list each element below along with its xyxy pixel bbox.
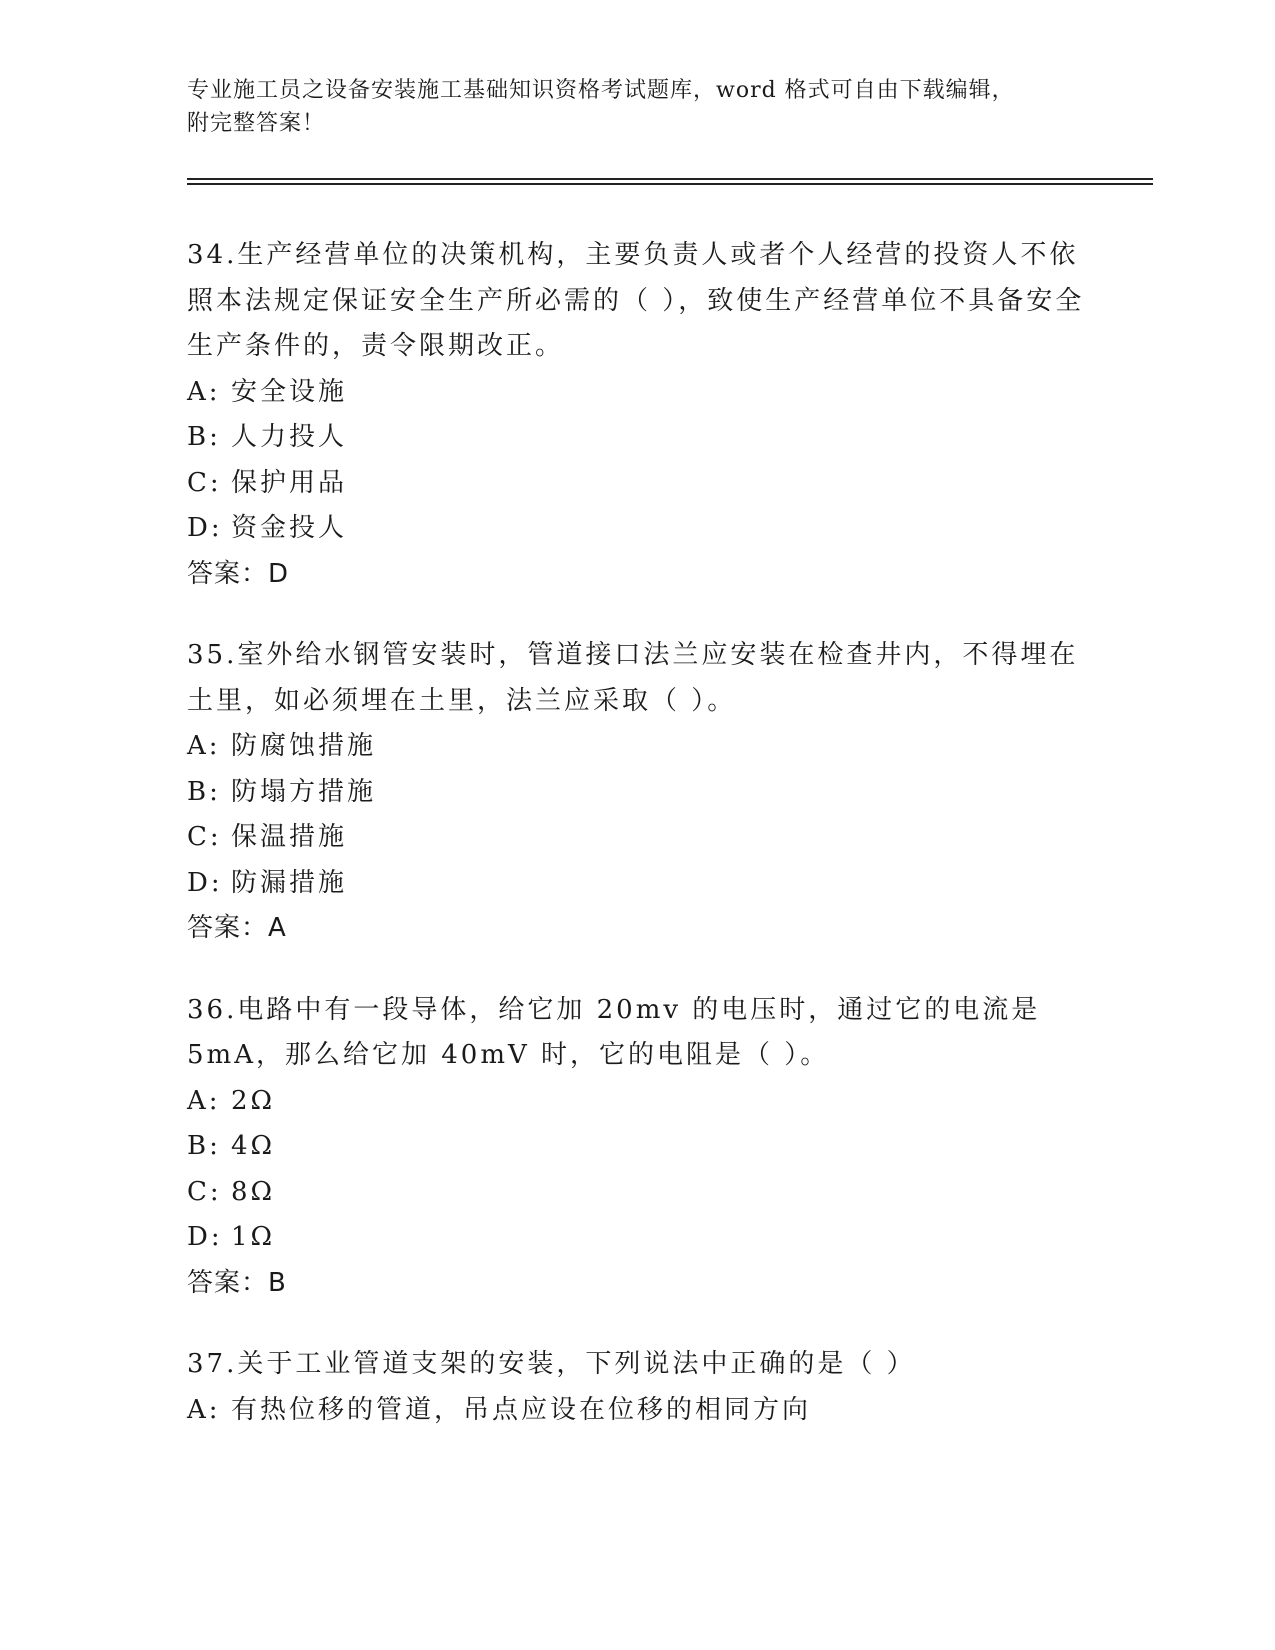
question-35 (187, 633, 1107, 952)
option-key: D: (187, 513, 223, 543)
question-text: 34.生产经营单位的决策机构，主要负责人或者个人经营的投资人不依照本法规定保证安全生产所必需的（ ），致使生产经营单位不具备安全生产条件的，责令限期改正。 (187, 240, 1085, 361)
option-a (187, 724, 1107, 770)
option-a (187, 1388, 1107, 1434)
answer-line: 答案：D (187, 558, 290, 589)
header-divider-top (187, 178, 1153, 180)
option-key: C: (187, 467, 222, 498)
option-text: 有热位移的管道，吊点应设在位移的相同方向 (231, 1394, 812, 1425)
option-key: C: (187, 1176, 222, 1207)
question-text: 36.电路中有一段导体，给它加 20mv 的电压时，通过它的电流是 5mA，那么给它加 40mV 时，它的电阻是（ ）。 (187, 994, 1041, 1070)
question-37 (187, 1342, 1107, 1433)
option-text: 防腐蚀措施 (231, 731, 377, 761)
option-c (187, 815, 1107, 861)
option-text: 资金投人 (231, 513, 348, 543)
option-b (187, 415, 1107, 461)
option-text: 2Ω (231, 1085, 276, 1116)
question-text: 35.室外给水钢管安装时，管道接口法兰应安装在检查井内，不得埋在土里，如必须埋在土里，法兰应采取（ ）。 (187, 640, 1079, 716)
option-key: B: (187, 776, 221, 807)
question-text: 37.关于工业管道支架的安装，下列说法中正确的是（ ） (187, 1349, 916, 1379)
option-key: D: (187, 867, 223, 898)
option-b (187, 770, 1107, 816)
option-text: 保护用品 (231, 467, 348, 498)
option-a (187, 370, 1107, 416)
header-line-1: 专业施工员之设备安装施工基础知识资格考试题库，word 格式可自由下载编辑， (187, 78, 1015, 103)
option-text: 防塌方措施 (231, 776, 377, 807)
question-34 (187, 233, 1107, 597)
option-key: B: (187, 422, 221, 452)
option-text: 防漏措施 (231, 867, 348, 898)
option-key: C: (187, 822, 222, 852)
header-divider-bottom (187, 183, 1153, 185)
question-36 (187, 988, 1107, 1307)
option-key: D: (187, 1222, 223, 1252)
option-c (187, 1170, 1107, 1216)
document-header (187, 74, 1087, 140)
question-list (187, 233, 1107, 1469)
answer-line: 答案：B (187, 1267, 287, 1298)
option-text: 人力投人 (231, 422, 348, 452)
option-text: 1Ω (231, 1222, 276, 1252)
option-text: 8Ω (231, 1176, 276, 1207)
header-line-2: 附完整答案！ (187, 111, 326, 136)
option-key: A: (187, 1394, 221, 1425)
answer-line: 答案：A (187, 913, 287, 943)
option-text: 保温措施 (231, 822, 348, 852)
option-b (187, 1124, 1107, 1170)
option-a (187, 1079, 1107, 1125)
option-text: 4Ω (231, 1131, 276, 1161)
option-key: A: (187, 731, 221, 761)
option-d (187, 506, 1107, 552)
option-key: A: (187, 1085, 221, 1116)
option-c (187, 461, 1107, 507)
option-text: 安全设施 (231, 376, 348, 407)
option-key: A: (187, 376, 221, 407)
option-key: B: (187, 1131, 221, 1161)
option-d (187, 1215, 1107, 1261)
option-d (187, 861, 1107, 907)
